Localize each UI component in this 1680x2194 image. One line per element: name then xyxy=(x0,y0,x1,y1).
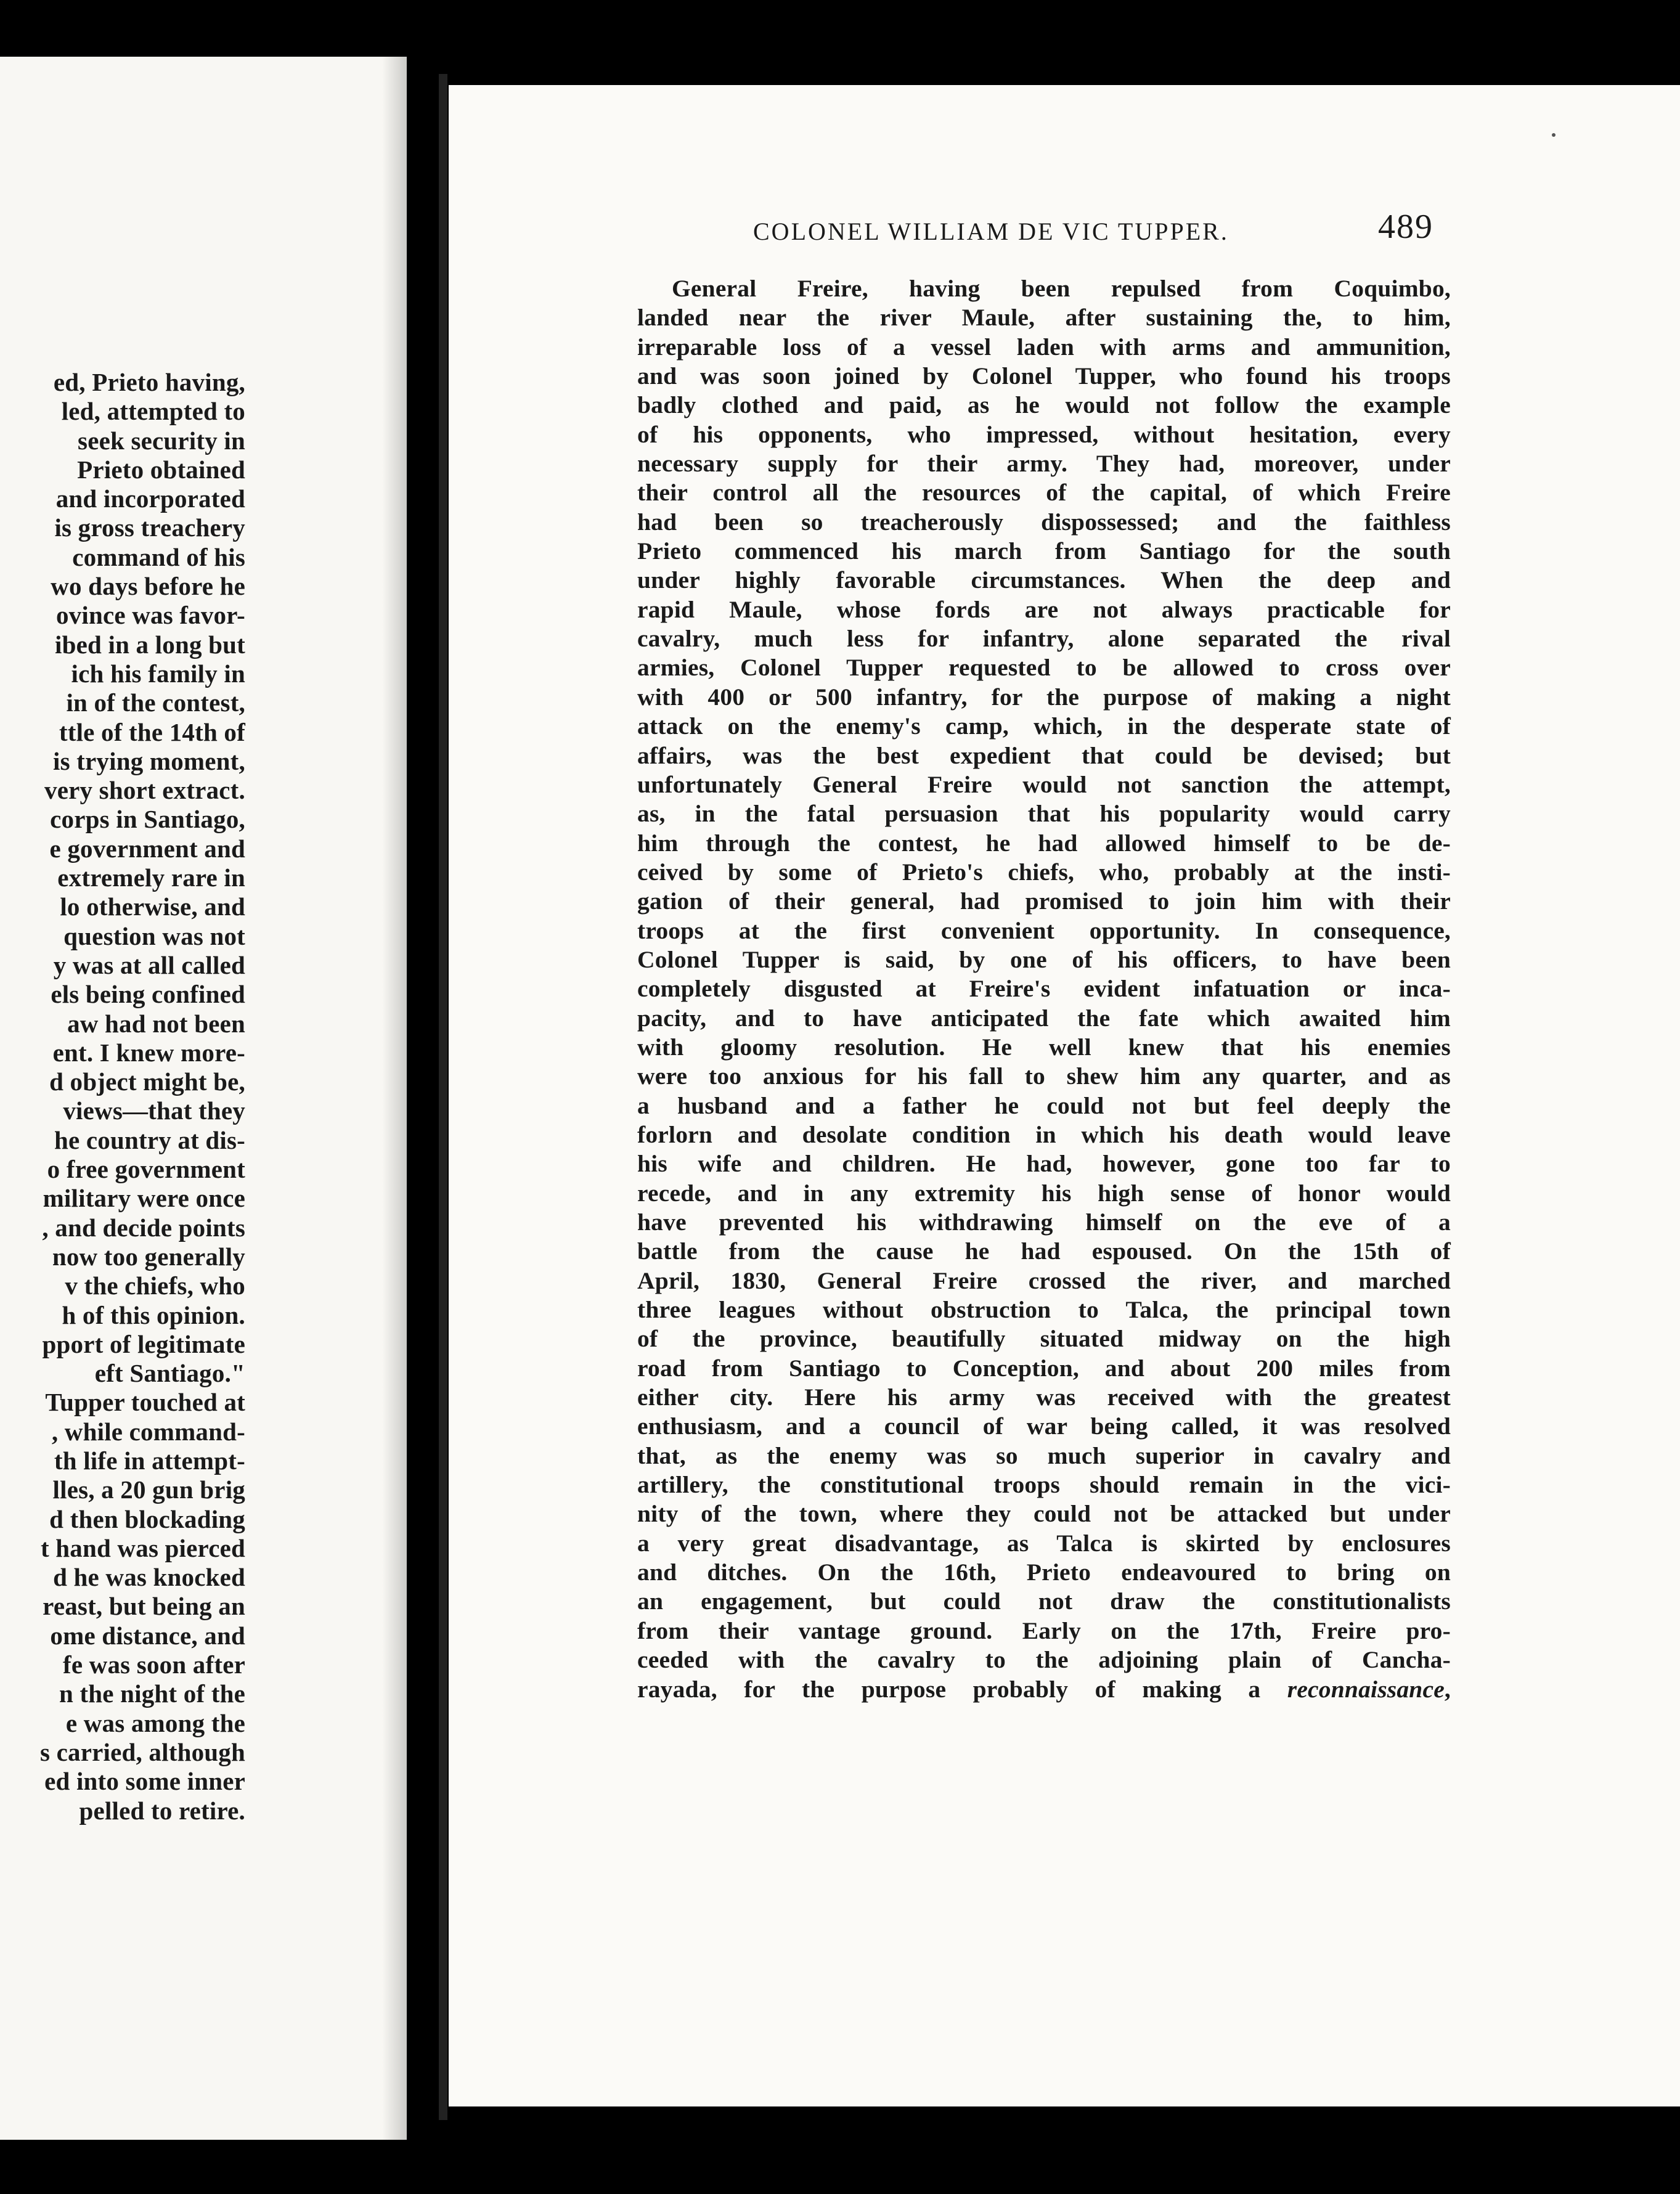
left-page-line: e government and xyxy=(49,834,245,863)
left-page-line: ed, Prieto having, xyxy=(53,368,245,396)
left-page-line: views—that they xyxy=(63,1096,245,1125)
left-page-line: d object might be, xyxy=(49,1067,245,1096)
right-page-line: pacity, and to have anticipated the fate which awaited him xyxy=(637,1004,1451,1032)
left-page-line: is trying moment, xyxy=(52,746,245,775)
right-page-line: a husband and a father he could not but feel deeply the xyxy=(637,1091,1451,1119)
left-page-line: and incorporated xyxy=(55,484,245,513)
right-page-line: ceived by some of Prieto's chiefs, who, probably at the insti- xyxy=(637,858,1451,886)
right-page-line: under highly favorable circumstances. When the deep and xyxy=(637,566,1451,594)
left-page-line: military were once xyxy=(43,1184,245,1213)
right-page-line: a very great disadvantage, as Talca is skirted by enclosures xyxy=(637,1529,1451,1557)
paper-speck xyxy=(1552,133,1556,137)
right-page-line: badly clothed and paid, as he would not follow the example xyxy=(637,391,1451,419)
left-page-line: ovince was favor- xyxy=(55,601,245,630)
left-page-line: seek security in xyxy=(78,426,245,455)
right-page-line: of his opponents, who impressed, without hesitation, every xyxy=(637,420,1451,448)
left-page-line: Tupper touched at xyxy=(45,1388,245,1417)
left-page-line: eft Santiago." xyxy=(94,1359,245,1388)
right-page-line: their control all the resources of the capital, of which Freire xyxy=(637,479,1451,507)
right-page-line: rayada, for the purpose probably of making a reconnaissance, xyxy=(637,1675,1451,1703)
left-page-line: e was among the xyxy=(65,1708,245,1737)
left-page-line: s carried, although xyxy=(40,1737,245,1766)
right-page-line: unfortunately General Freire would not sanction the attempt, xyxy=(637,770,1451,798)
left-page-line: aw had not been xyxy=(67,1009,245,1038)
left-page-line: now too generally xyxy=(52,1242,245,1271)
gutter-edge xyxy=(439,74,447,2120)
right-page-line: irreparable loss of a vessel laden with arms and ammunition, xyxy=(637,333,1451,361)
left-page-line: ich his family in xyxy=(71,659,245,688)
right-page-line: Colonel Tupper is said, by one of his officers, to have been xyxy=(637,945,1451,973)
right-page-line: battle from the cause he had espoused. On the 15th of xyxy=(637,1238,1451,1265)
right-page-line: have prevented his withdrawing himself on the eve of a xyxy=(637,1209,1451,1236)
left-page-line: , while command- xyxy=(51,1417,245,1446)
left-page-line: is gross treachery xyxy=(54,513,245,542)
left-page-line: very short extract. xyxy=(44,776,245,805)
right-page-line: attack on the enemy's camp, which, in the desperate state of xyxy=(637,712,1451,740)
right-page-line: Prieto commenced his march from Santiago for the south xyxy=(637,537,1451,565)
left-page-line: n the night of the xyxy=(59,1679,245,1708)
right-page-line: had been so treacherously dispossessed; and the faithless xyxy=(637,508,1451,536)
left-page-line: pport of legitimate xyxy=(42,1329,245,1358)
left-page-line: lo otherwise, and xyxy=(60,892,245,921)
right-page-line: affairs, was the best expedient that could be devised; but xyxy=(637,741,1451,769)
right-page-line: with 400 or 500 infantry, for the purpose of making a night xyxy=(637,683,1451,711)
right-page-line: necessary supply for their army. They had, moreover, under xyxy=(637,450,1451,478)
left-page-line: Prieto obtained xyxy=(77,455,245,484)
left-page-line: led, attempted to xyxy=(61,397,245,426)
page-number: 489 xyxy=(1378,208,1433,246)
right-page-line: an engagement, but could not draw the constitutionalists xyxy=(637,1588,1451,1615)
right-page-line: his wife and children. He had, however, gone too far to xyxy=(637,1150,1451,1178)
right-page-line: General Freire, having been repulsed from Coquimbo, xyxy=(672,275,1451,302)
left-page-line: pelled to retire. xyxy=(79,1796,245,1825)
right-page-line: him through the contest, he had allowed himself to be de- xyxy=(637,829,1451,857)
left-page-line: in of the contest, xyxy=(66,688,245,717)
left-page-line: ent. I knew more- xyxy=(52,1038,245,1067)
left-page-line: lles, a 20 gun brig xyxy=(52,1475,245,1504)
left-page-line: y was at all called xyxy=(53,950,245,979)
running-head: COLONEL WILLIAM DE VIC TUPPER. xyxy=(753,218,1229,245)
right-page-line: either city. Here his army was received with the greatest xyxy=(637,1384,1451,1411)
right-page-line: rapid Maule, whose fords are not always practicable for xyxy=(637,595,1451,623)
left-page-line: extremely rare in xyxy=(57,863,245,892)
left-page-line: , and decide points xyxy=(42,1213,245,1242)
left-page-line: fe was soon after xyxy=(62,1650,245,1679)
left-page-line: ibed in a long but xyxy=(55,630,245,659)
right-page-line: recede, and in any extremity his high sense of honor would xyxy=(637,1179,1451,1207)
right-page-line: cavalry, much less for infantry, alone separated the rival xyxy=(637,625,1451,653)
right-page-line: that, as the enemy was so much superior in cavalry and xyxy=(637,1442,1451,1469)
left-page-line: o free government xyxy=(47,1155,245,1184)
left-page-line: question was not xyxy=(63,921,245,950)
left-page-line: ttle of the 14th of xyxy=(59,717,245,746)
right-page-line: of the province, beautifully situated midway on the high xyxy=(637,1325,1451,1353)
right-page-line: as, in the fatal persuasion that his popularity would carry xyxy=(637,800,1451,828)
left-page-line: corps in Santiago, xyxy=(50,805,245,834)
left-page-line: ed into some inner xyxy=(44,1767,245,1796)
right-page-line: and ditches. On the 16th, Prieto endeavoured to bring on xyxy=(637,1559,1451,1586)
left-page-line: wo days before he xyxy=(51,572,245,601)
left-page-line: els being confined xyxy=(51,980,245,1009)
left-page-line: reast, but being an xyxy=(43,1592,245,1621)
left-page xyxy=(0,57,407,2140)
right-page-line: with gloomy resolution. He well knew that his enemies xyxy=(637,1033,1451,1061)
left-page-line: v the chiefs, who xyxy=(65,1271,245,1300)
left-page-line: command of his xyxy=(72,542,245,571)
right-page-line: landed near the river Maule, after sustaining the, to him, xyxy=(637,304,1451,332)
right-page-line: three leagues without obstruction to Talca, the principal town xyxy=(637,1296,1451,1324)
left-page-text xyxy=(0,368,245,1825)
right-page-text xyxy=(637,274,1451,1704)
right-page-line: April, 1830, General Freire crossed the river, and marched xyxy=(637,1266,1451,1294)
left-page-line: t hand was pierced xyxy=(40,1533,245,1562)
right-page-line: enthusiasm, and a council of war being called, it was resolved xyxy=(637,1413,1451,1440)
right-page-line: ceeded with the cavalry to the adjoining plain of Cancha- xyxy=(637,1646,1451,1674)
right-page-line: armies, Colonel Tupper requested to be allowed to cross over xyxy=(637,654,1451,682)
right-page-line: troops at the first convenient opportunity. In consequence, xyxy=(637,916,1451,944)
right-page-line: and was soon joined by Colonel Tupper, who found his troops xyxy=(637,362,1451,390)
right-page-line: were too anxious for his fall to shew him any quarter, and as xyxy=(637,1062,1451,1090)
left-page-line: he country at dis- xyxy=(54,1125,245,1154)
left-page-line: d then blockading xyxy=(49,1504,245,1533)
left-page-line: th life in attempt- xyxy=(54,1446,245,1475)
right-page-line: completely disgusted at Freire's evident infatuation or inca- xyxy=(637,975,1451,1003)
left-page-line: d he was knocked xyxy=(53,1563,245,1592)
right-page-line: artillery, the constitutional troops should remain in the vici- xyxy=(637,1471,1451,1499)
right-page-line: gation of their general, had promised to join him with their xyxy=(637,887,1451,915)
right-page-line: road from Santiago to Conception, and about 200 miles from xyxy=(637,1354,1451,1382)
left-page-gutter-shadow xyxy=(382,57,407,2140)
left-page-line: ome distance, and xyxy=(50,1621,245,1650)
left-page-line: h of this opinion. xyxy=(62,1300,245,1329)
right-page-line: forlorn and desolate condition in which his death would leave xyxy=(637,1120,1451,1148)
right-page-line: from their vantage ground. Early on the 17th, Freire pro- xyxy=(637,1617,1451,1644)
right-page-line: nity of the town, where they could not be attacked but under xyxy=(637,1500,1451,1528)
